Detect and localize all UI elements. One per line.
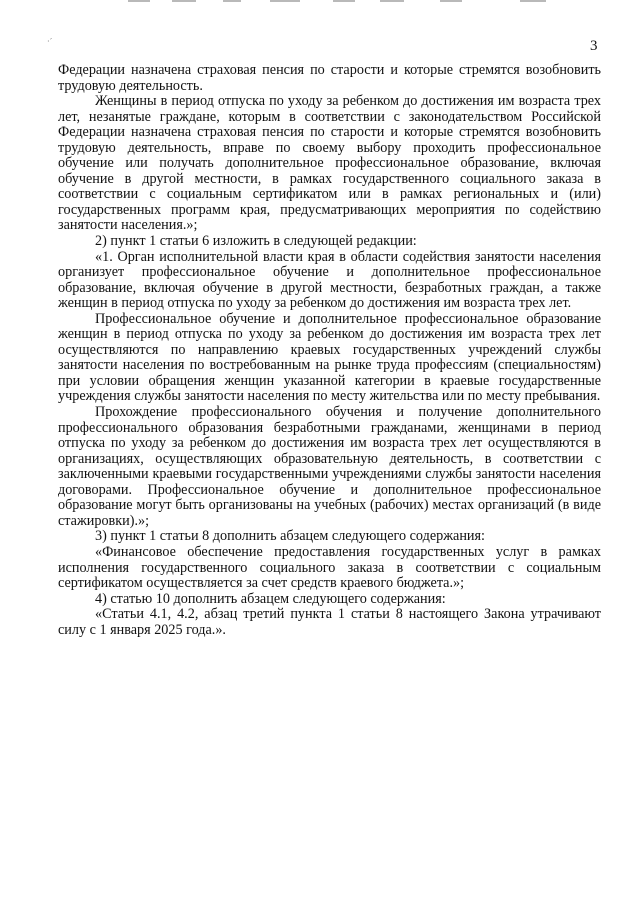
scan-mark xyxy=(128,0,150,2)
paragraph: «Финансовое обеспечение предоставления государственных услуг в рамках исполнения государственного социального заказа в соответствии с социальным сертификатом осуществляется за счет средств краевого бюджета.»; xyxy=(58,543,601,592)
scan-mark xyxy=(333,0,355,2)
paragraph: Профессиональное обучение и дополнительное профессиональное образование женщин в период отпуска по уходу за ребенком до достижения им возраста трех лет осуществляются по направлению краевых государственных учреждений службы занятости населения по востребованным на рынке труда профессиям (специальностям) при условии обращения женщин указанной категории в краевые государственные учреждения службы занятости населения по месту жительства или по месту пребывания. xyxy=(58,310,601,405)
paragraph: 3) пункт 1 статьи 8 дополнить абзацем следующего содержания: xyxy=(95,528,485,545)
paragraph: 4) статью 10 дополнить абзацем следующего содержания: xyxy=(95,590,446,607)
paragraph: «Статьи 4.1, 4.2, абзац третий пункта 1 статьи 8 настоящего Закона утрачивают силу с 1 января 2025 года.». xyxy=(58,606,601,638)
document-body xyxy=(58,63,601,638)
scan-edge-marks xyxy=(0,0,634,6)
paragraph: Прохождение профессионального обучения и получение дополнительного профессионального образования безработными гражданами, женщинами в период отпуска по уходу за ребенком до достижения им возраста трех лет осуществляются в организациях, осуществляющих образовательную деятельность, в соответствии с заключенными краевыми государственными учреждениями службы занятости населения договорами. Профессиональное обучение и дополнительное профессиональное образование могут быть организованы на учебных (рабочих) местах организаций (в виде стажировки).»; xyxy=(58,404,601,529)
scan-mark xyxy=(380,0,404,2)
page-number: 3 xyxy=(590,38,598,54)
scan-mark xyxy=(270,0,300,2)
paragraph: Женщины в период отпуска по уходу за ребенком до достижения им возраста трех лет, незанятые граждане, которым в соответствии с законодательством Российской Федерации назначена страховая пенсия по старости и которые стремятся возобновить трудовую деятельность, вправе по своему выбору проходить профессиональное обучение или получать дополнительное профессиональное образование, включая обучение в другой местности, в рамках государственного социального заказа в соответствии с социальным сертификатом или в рамках региональных и (или) государственных программ края, предусматривающих мероприятия по содействию занятости населения.»; xyxy=(58,93,601,234)
scan-mark xyxy=(172,0,196,2)
scan-speck: ·´ xyxy=(47,37,53,46)
scan-mark xyxy=(223,0,241,2)
paragraph: Федерации назначена страховая пенсия по старости и которые стремятся возобновить трудовую деятельность. xyxy=(58,62,601,94)
scan-mark xyxy=(440,0,462,2)
paragraph: 2) пункт 1 статьи 6 изложить в следующей редакции: xyxy=(95,233,417,250)
paragraph: «1. Орган исполнительной власти края в области содействия занятости населения организует профессиональное обучение и дополнительное профессиональное образование, включая обучение в другой местности, безработных граждан, а также женщин в период отпуска по уходу за ребенком до достижения им возраста трех лет. xyxy=(58,248,601,312)
scan-mark xyxy=(520,0,546,2)
